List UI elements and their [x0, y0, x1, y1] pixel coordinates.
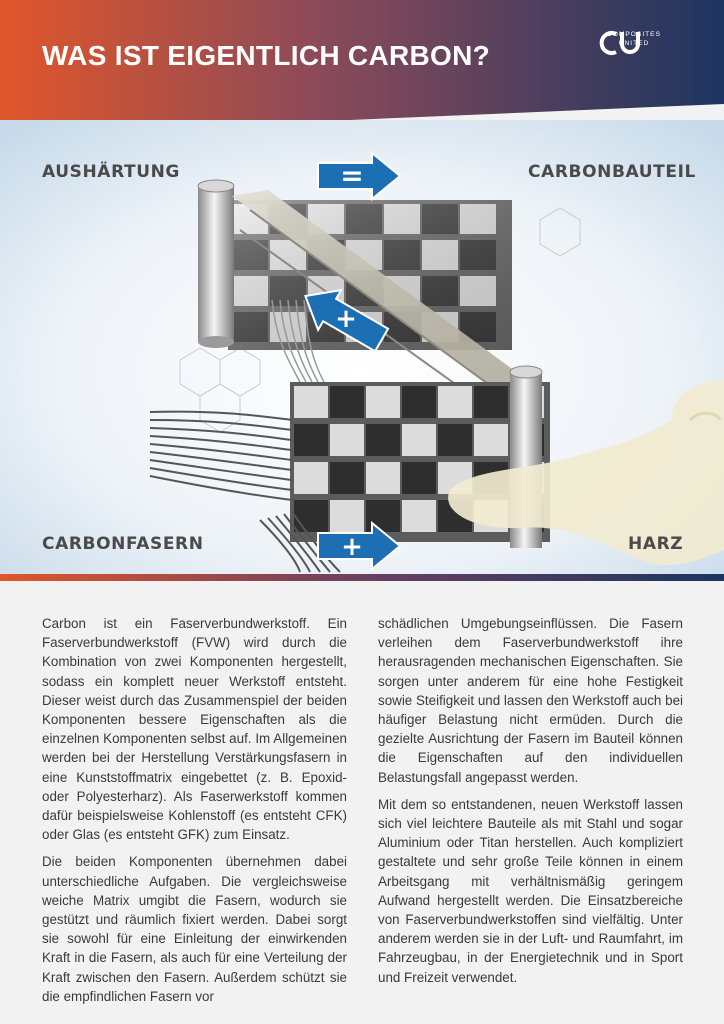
arrow-bottom-symbol: + [341, 532, 363, 562]
carbon-illustration [0, 120, 724, 576]
logo-text-line1: COMPOSITES [607, 31, 661, 38]
label-harz: HARZ [628, 534, 684, 554]
arrow-top-symbol: = [340, 159, 364, 192]
header-banner [0, 0, 724, 135]
paragraph: Carbon ist ein Faserverbundwerkstoff. Ein Faserverbundwerkstoff (FVW) wird durch die Kombination von zwei Komponenten hergestellt, sodass ein komplett neuer Werkstoff entsteht. Dieser weist durch das Zusammenspiel der beiden Komponenten bessere Eigenschaften als die einzelnen Komponenten selbst auf. Im Allgemeinen werden bei der Herstellung Verstärkungsfasern in eine Kunststoffmatrix eingebettet (z. B. Epoxid- oder Polyesterharz). Als Faserwerkstoff kommen dafür beispielsweise Kohlenstoff (es entsteht CFK) oder Glas (es entsteht GFK) zum Einsatz. [42, 616, 347, 843]
cu-logo-icon [598, 30, 642, 56]
divider-stripe [0, 574, 724, 581]
logo-text-line2: UNITED [618, 40, 650, 47]
text-column-right [378, 614, 683, 995]
label-aushaertung: AUSHÄRTUNG [42, 162, 180, 182]
label-carbonfasern: CARBONFASERN [42, 534, 204, 554]
illustration-graphic [0, 120, 724, 576]
label-carbonbauteil: CARBONBAUTEIL [528, 162, 696, 182]
arrow-mid-symbol: + [335, 304, 357, 334]
upper-roller [198, 180, 234, 348]
page-title: WAS IST EIGENTLICH CARBON? [42, 40, 491, 71]
paragraph: Die beiden Komponenten übernehmen dabei unterschiedliche Aufgaben. Die vergleichsweise weiche Matrix umgibt die Fasern, wodurch sie gestützt und räumlich fixiert werden. Dabei sorgt sie sowohl für eine Einleitung der einwirkenden Kraft in die Fasern, als auch für eine Verteilung der Kraft zwischen den Fasern. Außerdem schützt sie die empfindlichen Fasern vor [42, 854, 347, 1004]
composites-united-logo [598, 30, 670, 48]
paragraph: schädlichen Umgebungseinflüssen. Die Fasern verleihen dem Faserverbundwerkstoff ihre herausragenden mechanischen Eigenschaften. Sie sorgen unter anderem für eine hohe Festigkeit sowie Steifigkeit und lassen den Werkstoff auch bei häufiger Belastung nicht ermüden. Durch die gezielte Ausrichtung der Fasern im Bauteil können die Eigenschaften auf den individuellen Belastungsfall angepasst werden. [378, 616, 683, 785]
text-column-left [42, 614, 347, 1014]
paragraph: Mit dem so entstandenen, neuen Werkstoff lassen sich viel leichtere Bauteile als mit Stahl und sogar Aluminium oder Titan herstellen. Auch kompliziert gestaltete und sehr große Teile können in einem Arbeitsgang mit verhältnismäßig geringem Aufwand hergestellt werden. Die Einsatzbereiche von Faserverbundwerkstoffen sind vielfältig. Unter anderem werden sie in der Luft- und Raumfahrt, im Fahrzeugbau, in der Energietechnik und in Sport und Freizeit verwendet. [378, 796, 683, 985]
